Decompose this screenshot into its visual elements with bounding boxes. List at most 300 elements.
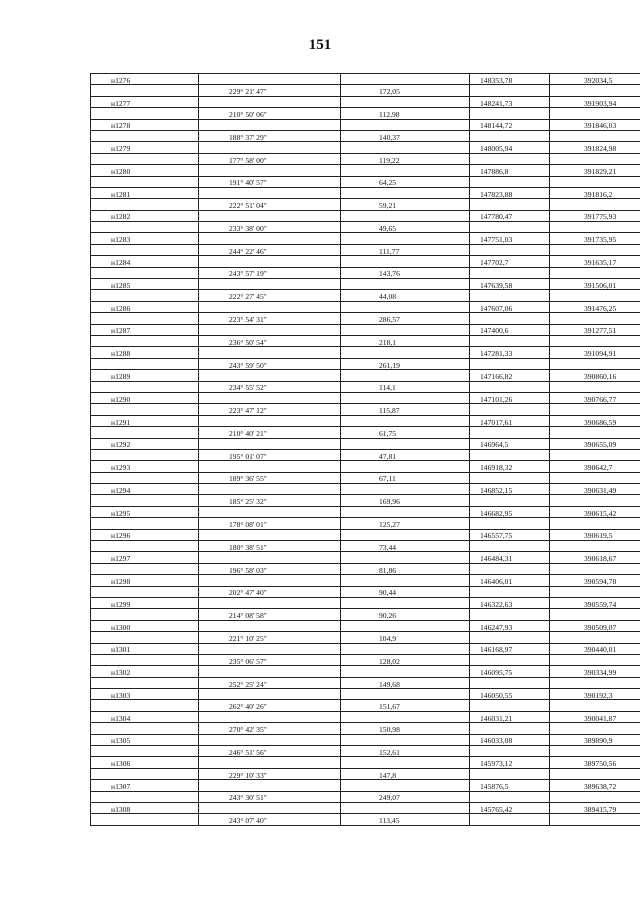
point-id-cell: н1285 xyxy=(91,279,199,290)
y-coordinate-cell xyxy=(550,495,640,506)
segment-row xyxy=(91,541,640,552)
angle-cell: 252° 25' 24" xyxy=(199,677,341,688)
length-cell xyxy=(341,506,470,517)
angle-cell xyxy=(199,187,341,198)
x-coordinate-cell xyxy=(470,267,550,278)
length-cell: 172,05 xyxy=(341,85,470,96)
segment-row xyxy=(91,381,640,392)
point-row xyxy=(91,438,640,449)
angle-cell xyxy=(199,666,341,677)
segment-row xyxy=(91,85,640,96)
point-id-cell: н1306 xyxy=(91,757,199,768)
length-cell: 104,9 xyxy=(341,632,470,643)
y-coordinate-cell xyxy=(550,108,640,119)
point-id-cell: н1294 xyxy=(91,484,199,495)
length-cell xyxy=(341,484,470,495)
y-coordinate-cell xyxy=(550,290,640,301)
segment-row xyxy=(91,495,640,506)
point-id-cell: н1308 xyxy=(91,803,199,814)
x-coordinate-cell xyxy=(470,632,550,643)
point-id-cell xyxy=(91,199,199,210)
survey-coordinates-table xyxy=(90,73,640,826)
angle-cell: 196° 58' 03" xyxy=(199,563,341,574)
y-coordinate-cell: 390041,87 xyxy=(550,711,640,722)
point-id-cell: н1277 xyxy=(91,96,199,107)
x-coordinate-cell: 148241,73 xyxy=(470,96,550,107)
point-id-cell: н1295 xyxy=(91,506,199,517)
y-coordinate-cell: 390631,49 xyxy=(550,484,640,495)
angle-cell xyxy=(199,210,341,221)
length-cell xyxy=(341,461,470,472)
y-coordinate-cell xyxy=(550,130,640,141)
point-row xyxy=(91,392,640,403)
angle-cell: 246° 51' 56" xyxy=(199,746,341,757)
x-coordinate-cell xyxy=(470,677,550,688)
x-coordinate-cell: 146964,5 xyxy=(470,438,550,449)
length-cell xyxy=(341,324,470,335)
point-row xyxy=(91,803,640,814)
x-coordinate-cell xyxy=(470,358,550,369)
angle-cell: 221° 10' 25" xyxy=(199,632,341,643)
angle-cell xyxy=(199,347,341,358)
point-row xyxy=(91,256,640,267)
length-cell: 147,8 xyxy=(341,768,470,779)
y-coordinate-cell xyxy=(550,244,640,255)
y-coordinate-cell xyxy=(550,313,640,324)
length-cell xyxy=(341,666,470,677)
x-coordinate-cell: 146406,01 xyxy=(470,575,550,586)
point-id-cell: н1293 xyxy=(91,461,199,472)
point-id-cell xyxy=(91,153,199,164)
length-cell: 61,75 xyxy=(341,427,470,438)
x-coordinate-cell: 147101,26 xyxy=(470,392,550,403)
y-coordinate-cell: 390619,5 xyxy=(550,529,640,540)
angle-cell xyxy=(199,392,341,403)
segment-row xyxy=(91,449,640,460)
length-cell: 143,76 xyxy=(341,267,470,278)
x-coordinate-cell: 146557,75 xyxy=(470,529,550,540)
segment-row xyxy=(91,199,640,210)
length-cell xyxy=(341,347,470,358)
point-row xyxy=(91,711,640,722)
angle-cell: 223° 47' 12" xyxy=(199,404,341,415)
angle-cell xyxy=(199,757,341,768)
y-coordinate-cell: 391824,98 xyxy=(550,142,640,153)
angle-cell xyxy=(199,803,341,814)
y-coordinate-cell: 391506,01 xyxy=(550,279,640,290)
point-row xyxy=(91,757,640,768)
point-id-cell: н1304 xyxy=(91,711,199,722)
point-row xyxy=(91,734,640,745)
length-cell: 249,07 xyxy=(341,791,470,802)
length-cell: 81,86 xyxy=(341,563,470,574)
segment-row xyxy=(91,814,640,825)
y-coordinate-cell: 391846,03 xyxy=(550,119,640,130)
x-coordinate-cell: 147607,06 xyxy=(470,301,550,312)
length-cell xyxy=(341,415,470,426)
length-cell xyxy=(341,392,470,403)
angle-cell: 210° 50' 06" xyxy=(199,108,341,119)
point-id-cell xyxy=(91,632,199,643)
segment-row xyxy=(91,404,640,415)
x-coordinate-cell xyxy=(470,381,550,392)
length-cell xyxy=(341,552,470,563)
point-id-cell xyxy=(91,381,199,392)
point-id-cell: н1303 xyxy=(91,689,199,700)
y-coordinate-cell xyxy=(550,335,640,346)
length-cell: 47,81 xyxy=(341,449,470,460)
y-coordinate-cell xyxy=(550,632,640,643)
point-id-cell: н1297 xyxy=(91,552,199,563)
x-coordinate-cell xyxy=(470,723,550,734)
y-coordinate-cell xyxy=(550,814,640,825)
x-coordinate-cell: 148005,94 xyxy=(470,142,550,153)
angle-cell xyxy=(199,233,341,244)
x-coordinate-cell: 147017,61 xyxy=(470,415,550,426)
x-coordinate-cell xyxy=(470,700,550,711)
point-id-cell xyxy=(91,244,199,255)
segment-row xyxy=(91,472,640,483)
x-coordinate-cell: 146247,93 xyxy=(470,620,550,631)
x-coordinate-cell xyxy=(470,495,550,506)
point-row xyxy=(91,233,640,244)
segment-row xyxy=(91,130,640,141)
angle-cell xyxy=(199,301,341,312)
point-id-cell: н1276 xyxy=(91,74,199,85)
point-id-cell xyxy=(91,654,199,665)
point-id-cell: н1283 xyxy=(91,233,199,244)
point-id-cell xyxy=(91,746,199,757)
y-coordinate-cell: 390559,74 xyxy=(550,597,640,608)
y-coordinate-cell: 390509,07 xyxy=(550,620,640,631)
length-cell xyxy=(341,529,470,540)
length-cell xyxy=(341,438,470,449)
point-id-cell xyxy=(91,563,199,574)
x-coordinate-cell: 147400,6 xyxy=(470,324,550,335)
point-id-cell xyxy=(91,176,199,187)
angle-cell xyxy=(199,643,341,654)
segment-row xyxy=(91,290,640,301)
y-coordinate-cell xyxy=(550,541,640,552)
angle-cell: 229° 21' 47" xyxy=(199,85,341,96)
angle-cell: 243° 30' 51" xyxy=(199,791,341,802)
y-coordinate-cell xyxy=(550,404,640,415)
point-row xyxy=(91,96,640,107)
y-coordinate-cell: 390686,59 xyxy=(550,415,640,426)
x-coordinate-cell: 146050,55 xyxy=(470,689,550,700)
point-id-cell: н1290 xyxy=(91,392,199,403)
x-coordinate-cell: 145973,12 xyxy=(470,757,550,768)
y-coordinate-cell: 389750,56 xyxy=(550,757,640,768)
length-cell xyxy=(341,74,470,85)
y-coordinate-cell xyxy=(550,518,640,529)
x-coordinate-cell xyxy=(470,130,550,141)
point-id-cell: н1305 xyxy=(91,734,199,745)
angle-cell xyxy=(199,461,341,472)
x-coordinate-cell xyxy=(470,791,550,802)
segment-row xyxy=(91,222,640,233)
length-cell: 150,98 xyxy=(341,723,470,734)
point-row xyxy=(91,461,640,472)
y-coordinate-cell xyxy=(550,153,640,164)
y-coordinate-cell: 391903,94 xyxy=(550,96,640,107)
angle-cell: 244° 22' 46" xyxy=(199,244,341,255)
length-cell: 128,02 xyxy=(341,654,470,665)
y-coordinate-cell xyxy=(550,768,640,779)
length-cell xyxy=(341,689,470,700)
length-cell: 67,11 xyxy=(341,472,470,483)
y-coordinate-cell: 390860,16 xyxy=(550,370,640,381)
angle-cell xyxy=(199,689,341,700)
angle-cell: 270° 42' 35" xyxy=(199,723,341,734)
x-coordinate-cell xyxy=(470,244,550,255)
y-coordinate-cell: 390618,67 xyxy=(550,552,640,563)
angle-cell: 235° 06' 57" xyxy=(199,654,341,665)
angle-cell xyxy=(199,597,341,608)
y-coordinate-cell: 391829,21 xyxy=(550,165,640,176)
point-row xyxy=(91,575,640,586)
point-row xyxy=(91,484,640,495)
x-coordinate-cell: 147166,82 xyxy=(470,370,550,381)
length-cell: 169,96 xyxy=(341,495,470,506)
point-id-cell: н1284 xyxy=(91,256,199,267)
length-cell xyxy=(341,620,470,631)
point-id-cell: н1281 xyxy=(91,187,199,198)
angle-cell: 189° 36' 55" xyxy=(199,472,341,483)
point-id-cell xyxy=(91,267,199,278)
point-row xyxy=(91,119,640,130)
point-id-cell: н1280 xyxy=(91,165,199,176)
x-coordinate-cell xyxy=(470,746,550,757)
y-coordinate-cell xyxy=(550,449,640,460)
point-id-cell xyxy=(91,495,199,506)
y-coordinate-cell xyxy=(550,563,640,574)
point-id-cell xyxy=(91,586,199,597)
segment-row xyxy=(91,632,640,643)
x-coordinate-cell: 146852,15 xyxy=(470,484,550,495)
point-id-cell: н1279 xyxy=(91,142,199,153)
point-id-cell: н1301 xyxy=(91,643,199,654)
angle-cell: 243° 07' 40" xyxy=(199,814,341,825)
angle-cell: 223° 54' 31" xyxy=(199,313,341,324)
y-coordinate-cell: 389638,72 xyxy=(550,780,640,791)
x-coordinate-cell: 147780,47 xyxy=(470,210,550,221)
x-coordinate-cell: 147281,33 xyxy=(470,347,550,358)
angle-cell: 243° 57' 19" xyxy=(199,267,341,278)
x-coordinate-cell: 145876,5 xyxy=(470,780,550,791)
x-coordinate-cell: 146682,95 xyxy=(470,506,550,517)
angle-cell xyxy=(199,142,341,153)
length-cell xyxy=(341,734,470,745)
y-coordinate-cell: 390615,42 xyxy=(550,506,640,517)
point-row xyxy=(91,529,640,540)
point-id-cell xyxy=(91,404,199,415)
length-cell xyxy=(341,187,470,198)
angle-cell: 202° 47' 40" xyxy=(199,586,341,597)
length-cell xyxy=(341,803,470,814)
length-cell: 115,87 xyxy=(341,404,470,415)
angle-cell xyxy=(199,780,341,791)
x-coordinate-cell: 146484,31 xyxy=(470,552,550,563)
length-cell xyxy=(341,96,470,107)
x-coordinate-cell: 146031,21 xyxy=(470,711,550,722)
point-id-cell: н1302 xyxy=(91,666,199,677)
point-id-cell: н1307 xyxy=(91,780,199,791)
y-coordinate-cell: 391277,51 xyxy=(550,324,640,335)
y-coordinate-cell xyxy=(550,654,640,665)
point-id-cell xyxy=(91,358,199,369)
survey-table-body xyxy=(91,74,640,826)
segment-row xyxy=(91,563,640,574)
point-row xyxy=(91,74,640,85)
length-cell: 119,22 xyxy=(341,153,470,164)
x-coordinate-cell: 147702,7 xyxy=(470,256,550,267)
length-cell xyxy=(341,256,470,267)
point-row xyxy=(91,165,640,176)
length-cell: 90,44 xyxy=(341,586,470,597)
segment-row xyxy=(91,746,640,757)
y-coordinate-cell xyxy=(550,85,640,96)
angle-cell: 180° 38' 51" xyxy=(199,541,341,552)
y-coordinate-cell: 391816,2 xyxy=(550,187,640,198)
y-coordinate-cell: 391635,17 xyxy=(550,256,640,267)
point-row xyxy=(91,780,640,791)
length-cell: 152,61 xyxy=(341,746,470,757)
y-coordinate-cell: 391775,93 xyxy=(550,210,640,221)
point-row xyxy=(91,689,640,700)
y-coordinate-cell xyxy=(550,700,640,711)
point-id-cell: н1300 xyxy=(91,620,199,631)
length-cell xyxy=(341,597,470,608)
angle-cell xyxy=(199,484,341,495)
angle-cell: 188° 37' 29" xyxy=(199,130,341,141)
x-coordinate-cell: 147886,8 xyxy=(470,165,550,176)
length-cell: 261,19 xyxy=(341,358,470,369)
angle-cell xyxy=(199,256,341,267)
length-cell: 59,21 xyxy=(341,199,470,210)
point-id-cell xyxy=(91,768,199,779)
angle-cell: 236° 50' 54" xyxy=(199,335,341,346)
y-coordinate-cell: 390642,7 xyxy=(550,461,640,472)
y-coordinate-cell: 391094,91 xyxy=(550,347,640,358)
point-row xyxy=(91,643,640,654)
angle-cell xyxy=(199,438,341,449)
length-cell: 151,67 xyxy=(341,700,470,711)
angle-cell xyxy=(199,506,341,517)
x-coordinate-cell xyxy=(470,222,550,233)
segment-row xyxy=(91,153,640,164)
x-coordinate-cell xyxy=(470,518,550,529)
point-id-cell xyxy=(91,130,199,141)
point-row xyxy=(91,415,640,426)
segment-row xyxy=(91,267,640,278)
x-coordinate-cell xyxy=(470,472,550,483)
x-coordinate-cell xyxy=(470,108,550,119)
y-coordinate-cell xyxy=(550,586,640,597)
segment-row xyxy=(91,358,640,369)
x-coordinate-cell xyxy=(470,427,550,438)
point-row xyxy=(91,666,640,677)
point-id-cell xyxy=(91,814,199,825)
segment-row xyxy=(91,677,640,688)
length-cell xyxy=(341,575,470,586)
x-coordinate-cell: 147639,58 xyxy=(470,279,550,290)
angle-cell: 222° 51' 04" xyxy=(199,199,341,210)
angle-cell xyxy=(199,279,341,290)
point-id-cell xyxy=(91,222,199,233)
point-id-cell: н1299 xyxy=(91,597,199,608)
angle-cell xyxy=(199,575,341,586)
segment-row xyxy=(91,723,640,734)
point-id-cell: н1278 xyxy=(91,119,199,130)
angle-cell xyxy=(199,529,341,540)
angle-cell xyxy=(199,370,341,381)
angle-cell: 234° 55' 52" xyxy=(199,381,341,392)
length-cell xyxy=(341,757,470,768)
y-coordinate-cell xyxy=(550,199,640,210)
x-coordinate-cell xyxy=(470,768,550,779)
x-coordinate-cell: 147823,88 xyxy=(470,187,550,198)
angle-cell xyxy=(199,415,341,426)
y-coordinate-cell xyxy=(550,358,640,369)
x-coordinate-cell: 148353,78 xyxy=(470,74,550,85)
length-cell xyxy=(341,165,470,176)
point-id-cell xyxy=(91,609,199,620)
y-coordinate-cell xyxy=(550,746,640,757)
x-coordinate-cell xyxy=(470,449,550,460)
angle-cell xyxy=(199,734,341,745)
segment-row xyxy=(91,768,640,779)
y-coordinate-cell xyxy=(550,677,640,688)
length-cell: 113,45 xyxy=(341,814,470,825)
length-cell xyxy=(341,643,470,654)
y-coordinate-cell: 391735,95 xyxy=(550,233,640,244)
point-id-cell: н1288 xyxy=(91,347,199,358)
point-id-cell: н1298 xyxy=(91,575,199,586)
point-row xyxy=(91,347,640,358)
point-id-cell xyxy=(91,518,199,529)
x-coordinate-cell xyxy=(470,654,550,665)
point-id-cell xyxy=(91,700,199,711)
length-cell xyxy=(341,780,470,791)
y-coordinate-cell: 389890,9 xyxy=(550,734,640,745)
x-coordinate-cell xyxy=(470,814,550,825)
length-cell xyxy=(341,210,470,221)
y-coordinate-cell: 392034,5 xyxy=(550,74,640,85)
point-row xyxy=(91,279,640,290)
x-coordinate-cell xyxy=(470,313,550,324)
length-cell: 44,08 xyxy=(341,290,470,301)
point-row xyxy=(91,620,640,631)
point-id-cell: н1287 xyxy=(91,324,199,335)
segment-row xyxy=(91,108,640,119)
point-row xyxy=(91,301,640,312)
length-cell: 111,77 xyxy=(341,244,470,255)
angle-cell: 191° 40' 57" xyxy=(199,176,341,187)
segment-row xyxy=(91,654,640,665)
segment-row xyxy=(91,427,640,438)
point-row xyxy=(91,210,640,221)
angle-cell: 210° 40' 21" xyxy=(199,427,341,438)
length-cell xyxy=(341,711,470,722)
y-coordinate-cell: 390192,3 xyxy=(550,689,640,700)
x-coordinate-cell: 146095,75 xyxy=(470,666,550,677)
segment-row xyxy=(91,609,640,620)
point-row xyxy=(91,187,640,198)
point-id-cell: н1296 xyxy=(91,529,199,540)
length-cell xyxy=(341,142,470,153)
x-coordinate-cell: 146918,32 xyxy=(470,461,550,472)
